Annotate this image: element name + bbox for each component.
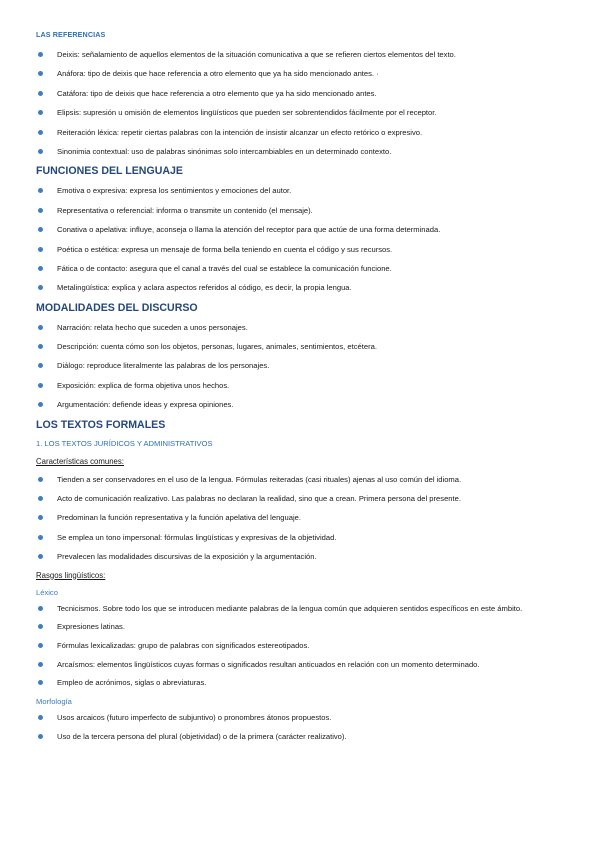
bullet-icon bbox=[38, 624, 43, 629]
bullet-icon bbox=[38, 91, 43, 96]
bullet-icon bbox=[38, 734, 43, 739]
list-item: Argumentación: defiende ideas y expresa opiniones. bbox=[36, 399, 562, 410]
list-item: Prevalecen las modalidades discursivas de la exposición y la argumentación. bbox=[36, 551, 562, 562]
bullet-icon bbox=[38, 662, 43, 667]
rasgos-label: Rasgos lingüísticos: bbox=[36, 570, 106, 580]
list-item: Poética o estética: expresa un mensaje de forma bella teniendo en cuenta el código y sus recursos. bbox=[36, 244, 562, 255]
bullet-icon bbox=[38, 515, 43, 520]
morfologia-label: Morfología bbox=[36, 696, 72, 706]
section-heading-referencias: LAS REFERENCIAS bbox=[36, 30, 106, 39]
list-item: Empleo de acrónimos, siglas o abreviaturas. bbox=[36, 677, 562, 688]
list-lexico bbox=[36, 603, 562, 689]
list-item: Emotiva o expresiva: expresa los sentimientos y emociones del autor. bbox=[36, 185, 562, 196]
list-item: Se emplea un tono impersonal: fórmulas lingüísticas y expresivas de la objetividad. bbox=[36, 532, 562, 543]
list-item: Expresiones latinas. bbox=[36, 621, 562, 632]
list-funciones bbox=[36, 185, 562, 293]
subsection-heading: 1. LOS TEXTOS JURÍDICOS Y ADMINISTRATIVOS bbox=[36, 438, 213, 448]
list-item: Narración: relata hecho que suceden a unos personajes. bbox=[36, 322, 562, 333]
caracteristicas-label: Características comunes: bbox=[36, 456, 124, 466]
list-item: Tienden a ser conservadores en el uso de la lengua. Fórmulas reiteradas (casi rituales) ajenas al uso común del idioma. bbox=[36, 474, 562, 485]
section-heading-funciones: FUNCIONES DEL LENGUAJE bbox=[36, 165, 183, 178]
bullet-icon bbox=[38, 402, 43, 407]
bullet-icon bbox=[38, 496, 43, 501]
bullet-icon bbox=[38, 477, 43, 482]
list-item: Diálogo: reproduce literalmente las palabras de los personajes. bbox=[36, 360, 562, 371]
list-modalidades bbox=[36, 322, 562, 411]
bullet-icon bbox=[38, 606, 43, 611]
bullet-icon bbox=[38, 680, 43, 685]
list-item: Fórmulas lexicalizadas: grupo de palabras con significados estereotipados. bbox=[36, 640, 562, 651]
section-heading-textos: LOS TEXTOS FORMALES bbox=[36, 418, 166, 431]
bullet-icon bbox=[38, 643, 43, 648]
list-item: Usos arcaicos (futuro imperfecto de subjuntivo) o pronombres átonos propuestos. bbox=[36, 712, 562, 723]
bullet-icon bbox=[38, 554, 43, 559]
list-item: Deixis: señalamiento de aquellos elementos de la situación comunicativa a que se refieren ciertos elementos del texto. bbox=[36, 49, 562, 60]
list-referencias bbox=[36, 49, 562, 157]
list-item: Catáfora: tipo de deixis que hace referencia a otro elemento que ya ha sido mencionado antes. bbox=[36, 88, 562, 99]
list-item: Anáfora: tipo de deixis que hace referencia a otro elemento que ya ha sido mencionado antes. · bbox=[36, 68, 562, 79]
bullet-icon bbox=[38, 52, 43, 57]
list-morfologia bbox=[36, 712, 562, 742]
list-item: Conativa o apelativa: influye, aconseja o llama la atención del receptor para que actúe de una forma determinada. bbox=[36, 224, 562, 235]
bullet-icon bbox=[38, 344, 43, 349]
list-item: Acto de comunicación realizativo. Las palabras no declaran la realidad, sino que a crean. Primera persona del presente. bbox=[36, 493, 562, 504]
bullet-icon bbox=[38, 383, 43, 388]
bullet-icon bbox=[38, 227, 43, 232]
section-heading-modalidades: MODALIDADES DEL DISCURSO bbox=[36, 301, 198, 314]
list-item: Predominan la función representativa y la función apelativa del lenguaje. bbox=[36, 512, 562, 523]
list-caracteristicas bbox=[36, 474, 562, 563]
bullet-icon bbox=[38, 363, 43, 368]
list-item: Sinonimia contextual: uso de palabras sinónimas solo intercambiables en un determinado contexto. bbox=[36, 146, 562, 157]
bullet-icon bbox=[38, 535, 43, 540]
list-item: Fática o de contacto: asegura que el canal a través del cual se establece la comunicación funcione. bbox=[36, 263, 562, 274]
bullet-icon bbox=[38, 285, 43, 290]
bullet-icon bbox=[38, 71, 43, 76]
list-item: Arcaísmos: elementos lingüísticos cuyas formas o significados resultan anticuados en relación con un momento determinado. bbox=[36, 659, 562, 670]
list-item: Uso de la tercera persona del plural (objetividad) o de la primera (carácter realizativo). bbox=[36, 731, 562, 742]
bullet-icon bbox=[38, 325, 43, 330]
list-item: Reiteración léxica: repetir ciertas palabras con la intención de insistir alcanzar un efecto retórico o expresivo. bbox=[36, 127, 562, 138]
bullet-icon bbox=[38, 208, 43, 213]
list-item: Representativa o referencial: informa o transmite un contenido (el mensaje). bbox=[36, 205, 562, 216]
bullet-icon bbox=[38, 149, 43, 154]
bullet-icon bbox=[38, 188, 43, 193]
list-item: Elipsis: supresión u omisión de elementos lingüísticos que pueden ser sobrentendidos fácilmente por el receptor. bbox=[36, 107, 562, 118]
list-item: Tecnicismos. Sobre todo los que se introducen mediante palabras de la lengua común que adquieren sentidos específicos en este ámbito. bbox=[36, 603, 562, 614]
bullet-icon bbox=[38, 247, 43, 252]
list-item: Descripción: cuenta cómo son los objetos, personas, lugares, animales, sentimientos, etcétera. bbox=[36, 341, 562, 352]
bullet-icon bbox=[38, 715, 43, 720]
list-item: Metalingüística: explica y aclara aspectos referidos al código, es decir, la propia lengua. bbox=[36, 282, 562, 293]
bullet-icon bbox=[38, 110, 43, 115]
bullet-icon bbox=[38, 130, 43, 135]
bullet-icon bbox=[38, 266, 43, 271]
lexico-label: Léxico bbox=[36, 587, 58, 597]
list-item: Exposición: explica de forma objetiva unos hechos. bbox=[36, 380, 562, 391]
